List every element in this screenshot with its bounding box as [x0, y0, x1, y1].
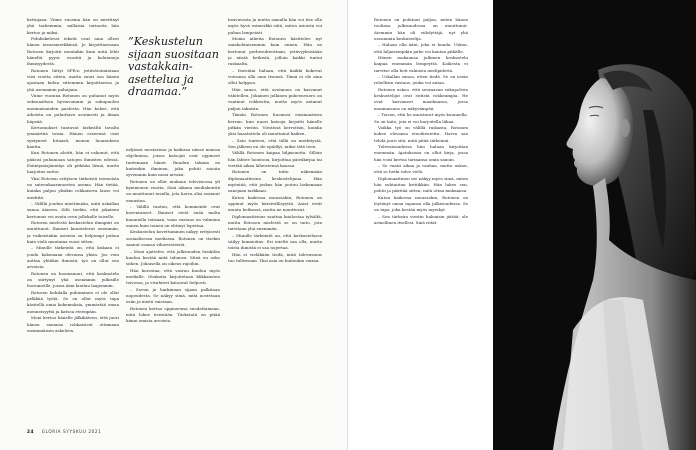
article-paragraph: – Sen tärkeän viestin haluaisin jättää: ole armollinen itsellesi. Sinä riität.	[374, 213, 468, 225]
article-column-1	[27, 17, 119, 433]
article-paragraph: Rotosen mielestä keskustelun ilmapiiri on muuttunut. Ihmiset kuuntelevat enemmän, ja vaikeistakin asioista on helpompi puhua kuin vielä muutama vuosi sitten.	[27, 220, 119, 245]
folio-label-left: GLORIA SYYSKUU 2021	[41, 429, 102, 434]
article-paragraph: – Haluan olla ääni, joka ei huuda. Uskon, että hiljaisempikin puhe voi kantaa pitkälle.	[374, 42, 468, 54]
article-paragraph: Vaikka työ on välillä raskasta, Rotonen kokee olevansa etuoikeutettu. Harva saa tehdä juuri sitä, mitä pitää tärkeänä.	[374, 124, 468, 143]
article-paragraph: Kertomukset tuntuvat tärkeältä tavalta ymmärtää toisia. Hänen esseensä ovat syntyneet hitaasti, monen luonnoksen kautta.	[27, 124, 119, 149]
article-paragraph: Kun Rotonen aloitti, hän ei uskonut, että pääsisi puhumaan satojen ihmisten edessä. Esiintymisjännitys oli pitkään läsnä, mutta harjoitus auttoi.	[27, 150, 119, 175]
article-paragraph: Rotonen kertoo oppineensa suodattamaan, mitä lukee itsestään. Tärkeintä on pitää kiinni omista arvoista.	[126, 305, 220, 324]
article-paragraph: – Välillä joudun miettimään, mitä uskallan sanoa ääneen. Silti tiedän, että jokainen kertomus voi avata oven jollekulle toiselle.	[27, 200, 119, 219]
article-paragraph: Rotonen liittyi SPR:n ystävätoimintaan viisi vuotta sitten, mutta suuri osa hänen ajastaan kuluu sittemmin kirjoittaessa ja yhä useammin puhujana.	[27, 67, 119, 92]
article-paragraph: – Uskallan sanoa, etten tiedä. Se on usein rehellisin vastaus, jonka voi antaa.	[374, 74, 468, 86]
article-paragraph: – Itsestäni haluan, että kaikki kokevat voivansa olla oma itsensä. Tämä ei ole aina ollut helppoa.	[228, 67, 322, 86]
article-paragraph: Hän sanoo, että avoimuus on kasvanut vähitellen. Jokainen julkinen puheenvuoro on vaatinut rohkeutta, mutta myös antanut paljon takaisin.	[228, 86, 322, 111]
article-paragraph: – Minulle tärkeintä on, että kukaan ei joudu kokemaan olevansa yksin. Jos voin auttaa yhtäkin ihmistä, työ on ollut sen arvoista.	[27, 245, 119, 270]
article-paragraph: Hänen mukaansa julkinen keskustelu kaipaa enemmän lempeyttä. Kaikesta ei tarvitse olla heti valmista mielipidettä.	[374, 55, 468, 73]
article-paragraph: Rotonen on tuttu näkemään diplomaattisena keskustelijana. Hän myöntää, että joskus hän joutuu laskemaan sanojaan tarkkaan.	[228, 169, 322, 194]
article-paragraph: – Sovun ja harkinnan sijaan palkitaan nopeudesta. Se näkyy siinä, mitä nostetaan esiin ja mistä vaietaan.	[126, 286, 220, 305]
article-paragraph: Kuten kaikessa muussakin, Rotonen on löytänyt oman tapansa olla julkisuudessa. Se on tapa, joka kestää myös myrskyt.	[374, 194, 468, 213]
article-paragraph: Viime vuosina Rotonen on puhunut myös seksuaalisen hyvinvoinnin ja sukupuolen moninaisuuden puolesta. Hän kokee, että aiheista on puhuttava avoimesti ja ilman häpeää.	[27, 93, 119, 124]
article-paragraph: Keskustelun kovettuminen näkyy erityisesti sosiaalisessa mediassa. Rotonen on itsekin saanut osansa vihaviesteistä.	[126, 229, 220, 248]
article-paragraph: Hän ei vieläkään tiedä, mitä tulevaisuus tuo tullessaan. Yksi asia on kuitenkin varma.	[228, 251, 322, 264]
article-paragraph: Moni kertoo hänelle jälkikäteen, että juuri hänen sanansa rohkaisivat ottamaan ensimmäisen askeleen.	[27, 315, 119, 333]
article-paragraph: Yksi Rotosen erityisen tärkeistä teemoista on sateenkaarinuorten asema. Hän tietää, kuinka paljon yksikin rohkaiseva lause voi merkitä.	[27, 175, 119, 200]
page-number-left: 24	[27, 429, 35, 434]
portrait-illustration	[493, 0, 696, 450]
article-paragraph: Tulevaisuudessa hän haluaa kirjoittaa enemmän. Ajatuksissa on ollut kirja, jossa hän voisi kertoa tarinansa omin sanoin.	[374, 143, 468, 162]
article-paragraph: Diplomaattisuus saattaa kuulostaa tylsältä, mutta Rotosen mielestä se on taito, jota tarvitaan yhä enemmän.	[228, 213, 322, 232]
article-paragraph: kettujana. Viime vuosina hän on miettinyt yhä tarkemmin, millaisia tarinoita hän kertoo ja miksi.	[27, 17, 119, 35]
article-paragraph: – Toivon, että he muistavat myös kuunnella. Se on taito, jota ei voi harjoitella liikaa.	[374, 112, 468, 124]
article-paragraph: – Se vaatii aikaa ja rauhaa, mutta uskon, että se hetki tulee vielä.	[374, 162, 468, 175]
article-paragraph: Rotonen on pohtinut paljon, miten hänen roolinsa julkisuudessa on muuttunut. Aiemmin hän oli viihdyttäjä, nyt yhä useammin keskustelija.	[374, 17, 468, 42]
article-paragraph: heavavasta ja mutta samalla hän voi itse olla myös hyvä esimerkki siitä, miten asioista voi puhua lempeästi.	[228, 17, 322, 35]
article-paragraph: Rotonen on ollut mukana televisiossa yli kymmenen vuotta. Sinä aikana mediakenttä on muuttunut tavalla, jota harva olisi osannut ennustaa.	[126, 178, 220, 203]
article-paragraph: Tämän Rotonen huomasi ensimmäisen kerran, kun nuori katsoja kirjoitti hänelle pitkän viestin. Viestissä kerrottiin, kuinka yksi haastattelu oli muuttanut kaiken.	[228, 112, 322, 137]
article-paragraph: Diplomaattinen ote näkyy myös siinä, miten hän suhtautuu kritiikkiin. Hän lukee sen, pohtii ja päättää sitten, mitä ottaa mukaansa.	[374, 175, 468, 194]
article-paragraph: – Moni ajattelee, että julkisuuden henkilön kuuluu kestää mitä tahansa. Minä en usko siihen. Jokaisella on oikeus rajoihin.	[126, 248, 220, 267]
article-paragraph: Rotonen on huomannut, että keskustelu on siirtynyt yhä useammin julkisille foorumeille, joissa ääni kuuluu laajemmin.	[27, 270, 119, 289]
article-paragraph: Pohdiskelevat tekstit ovat aina olleet hänen tavaramerkkinsä. Jo kirjoittaessaan Rotosen kirjoitti muutakin kuin mitä lehti häneltä pyysi: esseitä ja kolumneja ihmisyydestä.	[27, 36, 119, 67]
portrait-photo	[493, 0, 696, 450]
article-column-4	[374, 17, 468, 433]
article-column-3	[228, 17, 322, 433]
article-column-2	[126, 147, 220, 433]
pull-quote: ”Keskustelun sijaan suositaan vastakkainasettelua ja draamaa.”	[128, 35, 219, 99]
article-paragraph: Hän korostaa, että vastuu kuuluu myös medialle. Otsikoita kirjoitetaan klikkausten toivossa, ja vivahteet katoavat helposti.	[126, 267, 220, 286]
article-paragraph: Monia aiheita Rotonen käsittelee nyt omakohtaisemmin kuin ennen. Hän on kertonut perhesuhteistaan, ystävyyksistään ja niistä hetkistä, jolloin kaikki tuntui raskaalta.	[228, 36, 322, 67]
article-paragraph: – Minulle tärkeintä on, että keskustelussa säilyy kunnioitus. Eri mieltä saa olla, mutta toista ihmistä ei saa nujertaa.	[228, 232, 322, 251]
article-paragraph: Välillä Rotonen kaipaa hiljaisuutta. Silloin hän lähtee luontoon, kirjoittaa päiväkirjaa tai viettää aikaa läheistensä kanssa.	[228, 150, 322, 168]
article-paragraph: Kuten kaikessa muussakin, Rotonen on oppinut myös kärsivällisyyttä. Asiat eivät muutu hetkessä, mutta ne muuttuvat.	[228, 194, 322, 213]
folio-left	[27, 429, 101, 434]
article-paragraph: – Välillä tuntuu, että kommentit ovat koventuneet. Ihmiset eivät enää malta kuunnella toisiaan, vaan vastaus on valmiina ennen kuin toinen on ehtinyt lopettaa.	[126, 204, 220, 229]
article-paragraph: Rotosen kohdalla puhuminen ei ole ollut pelkkää työtä. Se on ollut myös tapa käsitellä omia kokemuksia, ymmärtää omaa menneisyyttä ja katsoa eteenpäin.	[27, 289, 119, 314]
article-paragraph: neljässä mestarissa ja kaikissa niissä muissa ohjelmissa, joissa katsojat ovat oppineet tuntemaan hänet. Ruudun takana on kuitenkin ihminen, joka pohtii asioita syvemmin kuin moni arvaisi.	[126, 147, 220, 178]
article-paragraph: – Sain tunteen, että tällä on merkitystä. Sen jälkeen en ole epäillyt, miksi tätä teen.	[228, 137, 322, 149]
article-paragraph: Rotonen uskoo, että seuraavan sukupolven keskustelijat ovat entistä rohkeampia. He ovat kasvaneet maailmassa, jossa moninaisuus on näkyvämpää.	[374, 86, 468, 111]
